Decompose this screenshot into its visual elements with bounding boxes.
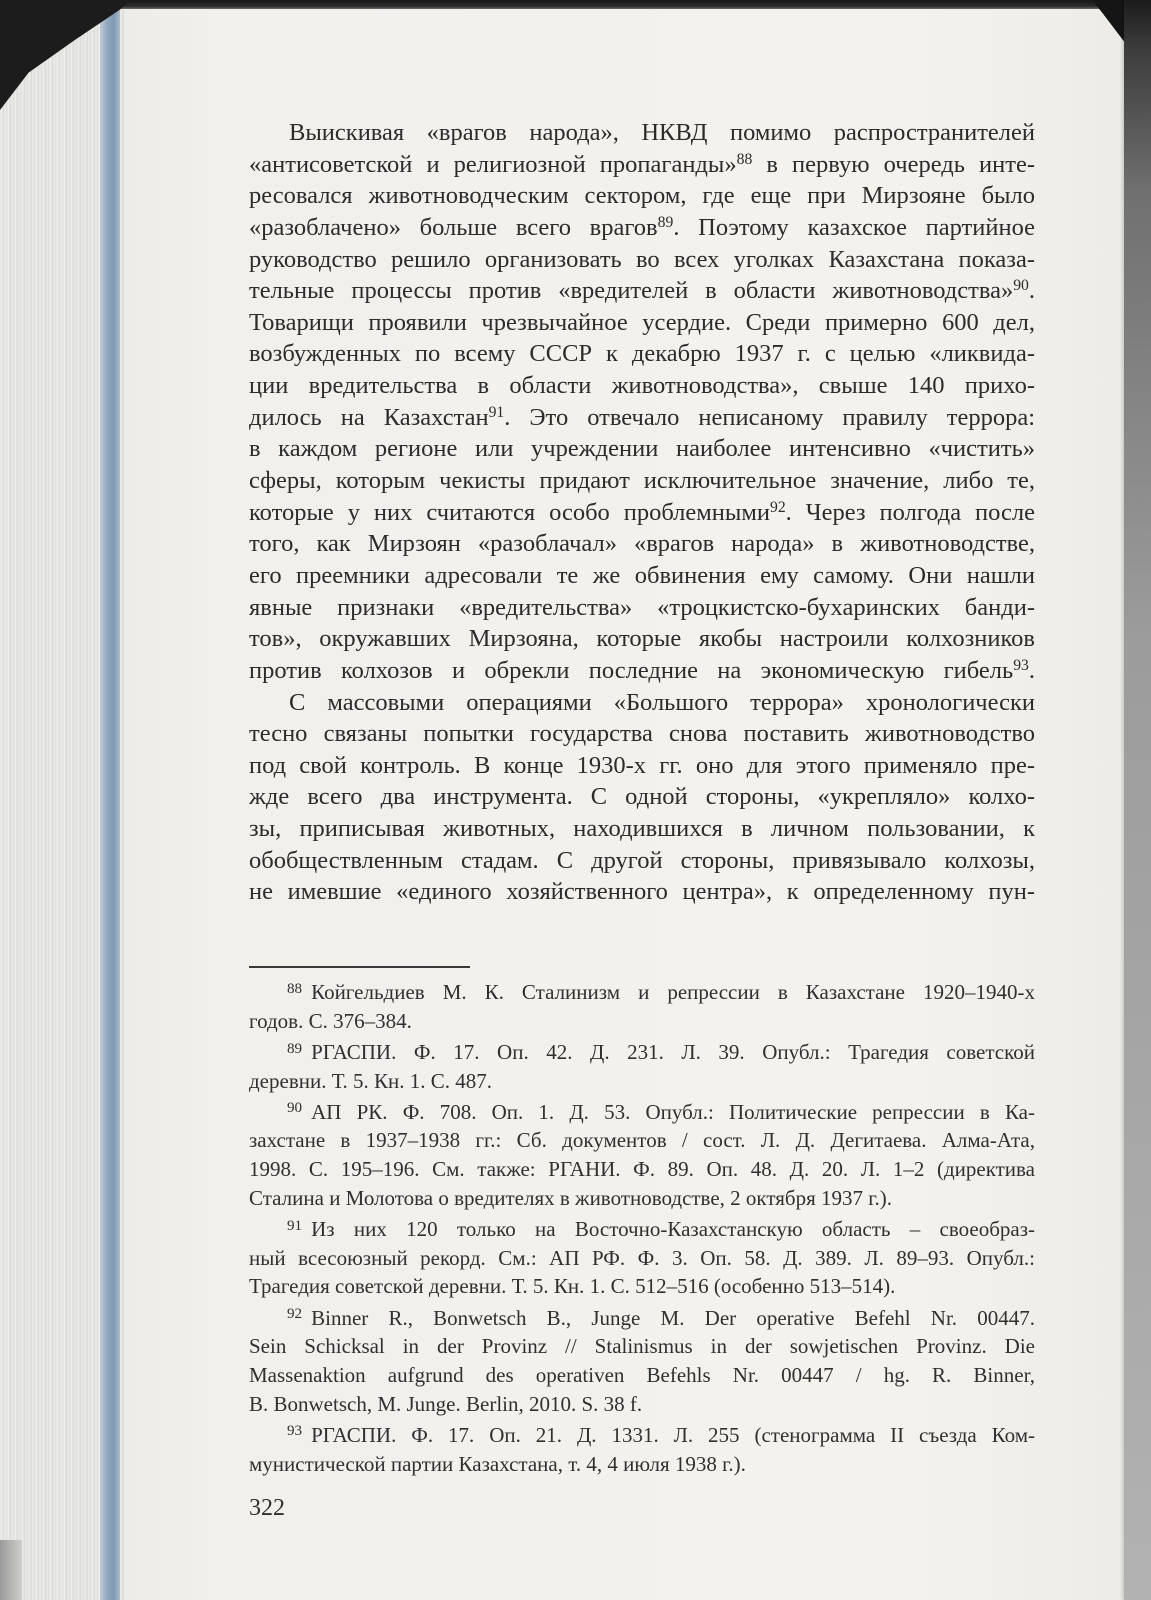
text-segment: С массовыми операциями «Большого террора» хронологически [289,688,1035,716]
footnote-line [249,1155,1035,1184]
scan-top-shadow [0,0,1151,9]
footnote-text: ный всесоюзный рекорд. См.: АП РФ. Ф. 3. Оп. 58. Д. 389. Л. 89–93. Опубл.: [249,1245,1035,1270]
text-segment: не имевшие «единого хозяйственного центра», к определенному пун- [249,878,1035,906]
text-segment: жде всего два инструмента. С одной стороны, «укрепляло» колхо- [249,783,1035,811]
footnote-reference: 89 [657,213,674,231]
book-fore-edge [0,0,100,1600]
text-line [249,781,1035,813]
footnote-text: B. Bonwetsch, M. Junge. Berlin, 2010. S. 38 f. [249,1391,643,1416]
text-line [249,592,1035,624]
footnote-reference: 93 [1013,656,1029,674]
footnote-reference: 91 [488,403,505,421]
page-edge-line [120,0,124,1600]
text-line [249,497,1035,529]
text-segment: сферы, которым чекисты придают исключительное значение, либо те, [249,467,1035,495]
footnote-reference: 92 [769,498,786,516]
footnote-text: захстане в 1937–1938 гг.: Сб. документов / сост. Л. Д. Дегитаева. Алма-Ата, [249,1128,1035,1153]
text-segment: . Поэтому казахское партийное [673,213,1035,241]
footnote-number: 90 [287,1100,303,1117]
footnote-number: 91 [287,1217,303,1234]
text-line [249,623,1035,655]
footnote-text: деревни. Т. 5. Кн. 1. С. 487. [249,1068,492,1093]
footnote-line [249,1304,1035,1333]
text-segment: ресовался животноводческим сектором, где еще при Мирзояне было [249,182,1035,210]
text-segment: обобществленным стадам. С другой стороны, привязывало колхозы, [249,846,1035,874]
text-segment: явные признаки «вредительства» «троцкистско-бухаринских банди- [249,593,1035,621]
text-line [249,307,1035,339]
text-segment: Выискивая «врагов народа», НКВД помимо распространителей [289,119,1035,146]
footnote-text: АП РК. Ф. 708. Оп. 1. Д. 53. Опубл.: Политические репрессии в Ка- [311,1099,1035,1124]
text-line [249,244,1035,276]
scan-corner-bottom-left [0,1540,22,1600]
footnote-reference: 90 [1013,277,1029,295]
footnote-line [249,1067,1035,1096]
footnote [249,1038,1035,1095]
footnote-text: РГАСПИ. Ф. 17. Оп. 21. Д. 1331. Л. 255 (стенограмма II съезда Ком- [311,1422,1035,1447]
footnote-number: 93 [287,1423,303,1440]
footnote-number: 88 [287,980,303,997]
footnote-line [249,1007,1035,1036]
text-segment: тов», окружавших Мирзояна, которые якобы настроили колхозников [249,625,1035,653]
footnote-line [249,1390,1035,1419]
text-line [249,750,1035,782]
paragraph [249,687,1035,908]
text-segment: под свой контроль. В конце 1930-х гг. оно для этого применяло пре- [249,751,1035,779]
text-segment: . [1028,277,1035,305]
footnote-line [249,1126,1035,1155]
footnote-text: Из них 120 только на Восточно-Казахстанскую область – своеобраз- [311,1217,1035,1241]
text-segment: зы, приписывая животных, находившихся в личном пользовании, к [249,815,1035,843]
footnote-text: мунистической партии Казахстана, т. 4, 4 июля 1938 г.). [249,1451,746,1476]
footnote [249,1304,1035,1419]
text-segment: . Через полгода после [785,498,1036,526]
text-segment: возбужденных по всему СССР к декабрю 1937 г. с целью «ликвида- [249,340,1035,368]
text-line [249,180,1035,212]
footnote-text: Сталина и Молотова о вредителях в животноводстве, 2 октября 1937 г.). [249,1185,892,1210]
footnote-line [249,1332,1035,1361]
main-text [249,117,1035,908]
footnote-line [249,1361,1035,1390]
footnote-text: РГАСПИ. Ф. 17. Оп. 42. Д. 231. Л. 39. Опубл.: Трагедия советской [311,1039,1035,1064]
text-segment: «антисоветской и религиозной пропаганды» [249,150,737,178]
footnote [249,978,1035,1035]
text-segment: Товарищи проявили чрезвычайное усердие. Среди примерно 600 дел, [249,308,1035,336]
text-segment: руководство решило организовать во всех уголках Казахстана показа- [249,245,1035,273]
footnote [249,1098,1035,1213]
book-edge-tint [100,0,120,1600]
footnote-reference: 88 [736,150,753,168]
footnote-text: Трагедия советской деревни. Т. 5. Кн. 1. С. 512–516 (особенно 513–514). [249,1274,896,1299]
text-line [249,465,1035,497]
text-line [249,560,1035,592]
text-segment: в первую очередь инте- [752,150,1035,178]
text-segment: ции вредительства в области животноводства», свыше 140 прихо- [249,372,1035,400]
text-line [249,813,1035,845]
text-line [249,370,1035,402]
text-line [249,528,1035,560]
text-line [249,402,1035,434]
text-segment: дилось на Казахстан [249,403,489,431]
text-segment: . [1028,656,1035,684]
text-line [249,876,1035,908]
footnote-line [249,1184,1035,1213]
text-line [249,655,1035,687]
text-line [249,687,1035,719]
footnote-separator [249,966,470,968]
footnote-text: 1998. С. 195–196. См. также: РГАНИ. Ф. 89. Оп. 48. Д. 20. Л. 1–2 (директива [249,1157,1035,1182]
footnote-line [249,1098,1035,1127]
text-line [249,433,1035,465]
paragraph [249,117,1035,687]
footnote-text: Massenaktion aufgrund des operativen Befehls Nr. 00447 / hg. R. Binner, [249,1362,1035,1387]
footnote-line [249,1450,1035,1479]
text-segment: «разоблачено» больше всего врагов [249,213,658,241]
text-segment: тесно связаны попытки государства снова поставить животноводство [249,720,1035,748]
page-number: 322 [249,1495,285,1521]
footnote-text: Binner R., Bonwetsch B., Junge M. Der operative Befehl Nr. 00447. [311,1305,1035,1330]
text-line [249,338,1035,370]
footnote-line [249,1244,1035,1273]
text-segment: которые у них считаются особо проблемными [249,498,770,526]
text-line [249,845,1035,877]
footnote [249,1215,1035,1301]
text-segment: его преемники адресовали те же обвинения ему самому. Они нашли [249,561,1035,589]
text-segment: . Это отвечало неписаному правилу террора: [504,403,1035,431]
footnote [249,1421,1035,1478]
text-line [249,275,1035,307]
text-line [249,212,1035,244]
text-segment: в каждом регионе или учреждении наиболее интенсивно «чистить» [249,435,1035,463]
footnote-text: Sein Schicksal in der Provinz // Stalinismus in der sowjetischen Provinz. Die [249,1334,1035,1359]
footnote-line [249,1272,1035,1301]
scan-right-edge [1124,0,1151,1600]
footnote-number: 89 [287,1040,303,1057]
footnote-line [249,1421,1035,1450]
footnotes [249,978,1035,1478]
text-line [249,149,1035,181]
footnote-line [249,1215,1035,1244]
text-segment: тельные процессы против «вредителей в области животноводства» [249,277,1014,305]
text-line [249,117,1035,149]
footnote-number: 92 [287,1306,303,1323]
text-line [249,718,1035,750]
text-segment: против колхозов и обрекли последние на экономическую гибель [249,656,1014,684]
footnote-line [249,978,1035,1007]
text-segment: того, как Мирзоян «разоблачал» «врагов народа» в животноводстве, [249,530,1035,558]
footnote-text: годов. С. 376–384. [249,1008,412,1033]
footnote-text: Койгельдиев М. К. Сталинизм и репрессии в Казахстане 1920–1940-х [311,980,1035,1004]
footnote-line [249,1038,1035,1067]
